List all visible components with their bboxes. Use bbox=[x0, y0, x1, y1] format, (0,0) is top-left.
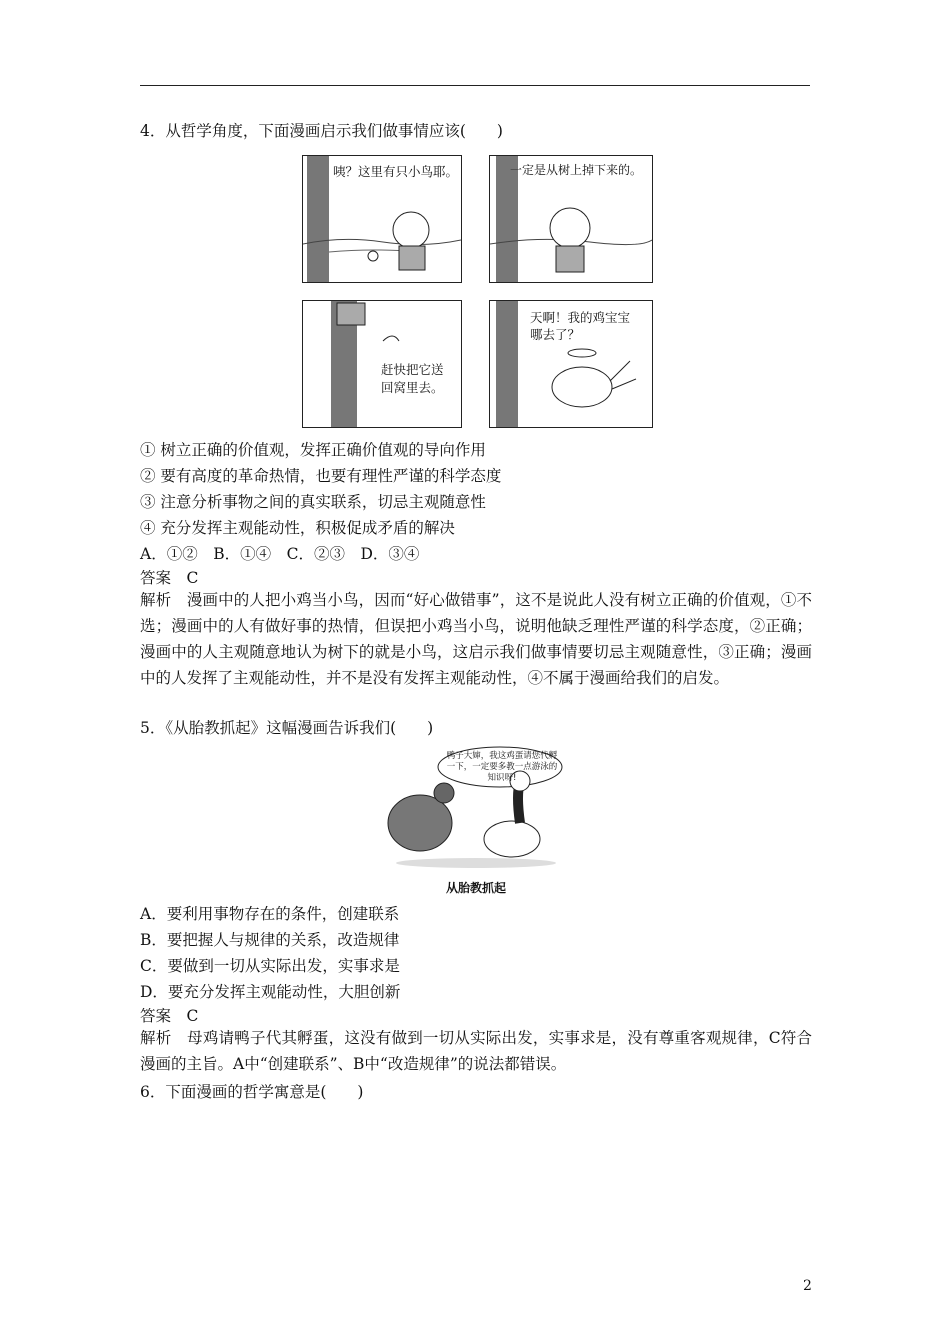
q5-analysis: 解析 母鸡请鸭子代其孵蛋，这没有做到一切从实际出发，实事求是，没有尊重客观规律，C符合漫画的主旨。A中“创建联系”、B中“改造规律”的说法都错误。 bbox=[140, 1029, 812, 1073]
q4-option-4: ④ 充分发挥主观能动性，积极促成矛盾的解决 bbox=[140, 519, 455, 537]
q4-option-2: ② 要有高度的革命热情，也要有理性严谨的科学态度 bbox=[140, 467, 502, 485]
q4-choices: A．①② B．①④ C．②③ D．③④ bbox=[140, 545, 420, 563]
q4-stem: 4．从哲学角度，下面漫画启示我们做事情应该( ) bbox=[140, 122, 503, 140]
q5-illustration bbox=[380, 745, 570, 870]
q4-analysis: 解析 漫画中的人把小鸡当小鸟，因而“好心做错事”，这不是说此人没有树立正确的价值观，①不选；漫画中的人有做好事的热情，但误把小鸡当小鸟，说明他缺乏理性严谨的科学态度，②正确；漫画中的人主观随意地认为树下的就是小鸟，这启示我们做事情要切忌主观随意性，③正确；漫画中的人发挥了主观能动性，并不是没有发挥主观能动性，④不属于漫画给我们的启发。 bbox=[140, 591, 812, 687]
q5-answer: 答案 C bbox=[140, 1007, 199, 1025]
panel-2-speech: 一定是从树上掉下来的。 bbox=[510, 163, 643, 177]
comic-panel-4 bbox=[489, 300, 653, 428]
panel-1-speech: 咦？这里有只小鸟耶。 bbox=[333, 164, 459, 179]
q5-stem: 5．《从胎教抓起》这幅漫画告诉我们( ) bbox=[140, 719, 434, 737]
q5-option-b: B．要把握人与规律的关系，改造规律 bbox=[140, 931, 400, 949]
page-number: 2 bbox=[803, 1278, 812, 1294]
panel-3-speech: 赶快把它送回窝里去。 bbox=[381, 362, 444, 395]
q5-caption: 从胎教抓起 bbox=[446, 881, 507, 895]
comic-panel-3 bbox=[302, 300, 462, 428]
comic-panel-1 bbox=[302, 155, 462, 283]
q5-option-a: A．要利用事物存在的条件，创建联系 bbox=[140, 905, 400, 923]
q4-option-1: ① 树立正确的价值观，发挥正确价值观的导向作用 bbox=[140, 441, 486, 459]
q6-stem: 6．下面漫画的哲学寓意是( ) bbox=[140, 1083, 364, 1101]
q5-option-c: C．要做到一切从实际出发，实事求是 bbox=[140, 957, 400, 975]
q5-option-d: D．要充分发挥主观能动性，大胆创新 bbox=[140, 983, 401, 1001]
panel-4-speech: 天啊！我的鸡宝宝哪去了？ bbox=[530, 310, 631, 342]
header-rule bbox=[140, 85, 810, 86]
q5-speech-bubble: 鸭子大婶，我这鸡蛋请您代孵一下，一定要多教一点游泳的知识呀! bbox=[446, 751, 558, 783]
q4-answer: 答案 C bbox=[140, 569, 199, 587]
q4-option-3: ③ 注意分析事物之间的真实联系，切忌主观随意性 bbox=[140, 493, 486, 511]
comic-panel-2 bbox=[489, 155, 653, 283]
